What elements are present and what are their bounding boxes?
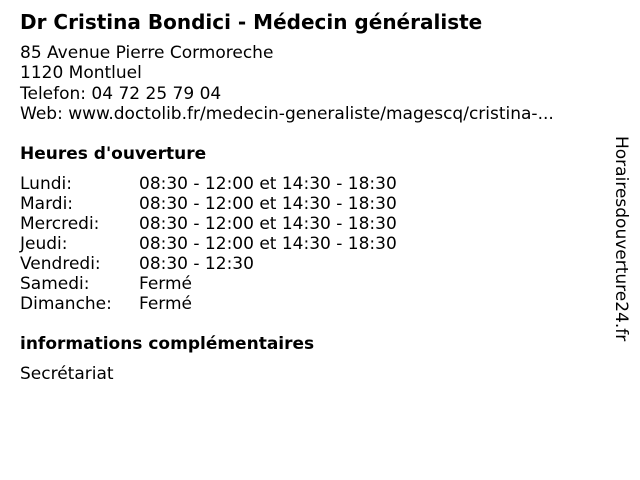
hours-value: 08:30 - 12:00 et 14:30 - 18:30	[139, 174, 397, 194]
day-label: Dimanche:	[20, 294, 112, 314]
day-label: Jeudi:	[20, 234, 68, 254]
additional-info-text: Secrétariat	[20, 364, 114, 384]
day-label: Samedi:	[20, 274, 90, 294]
hours-value: 08:30 - 12:00 et 14:30 - 18:30	[139, 194, 397, 214]
website-url: Web: www.doctolib.fr/medecin-generaliste/magescq/cristina-...	[20, 103, 554, 124]
site-watermark: Horairesdouverture24.fr	[611, 136, 631, 342]
phone-number: Telefon: 04 72 25 79 04	[20, 83, 222, 104]
opening-hours-heading: Heures d'ouverture	[20, 144, 207, 164]
hours-value: Fermé	[139, 274, 193, 294]
hours-value: 08:30 - 12:00 et 14:30 - 18:30	[139, 214, 397, 234]
address-block	[20, 43, 554, 124]
day-label: Mardi:	[20, 194, 74, 214]
day-label: Lundi:	[20, 174, 72, 194]
city-address: 1120 Montluel	[20, 63, 142, 84]
street-address: 85 Avenue Pierre Cormoreche	[20, 43, 274, 63]
day-label: Vendredi:	[20, 254, 101, 274]
day-label: Mercredi:	[20, 214, 100, 234]
additional-info-heading: informations complémentaires	[20, 334, 315, 354]
page-title: Dr Cristina Bondici - Médecin généraliste	[20, 10, 483, 34]
hours-value: 08:30 - 12:00 et 14:30 - 18:30	[139, 234, 397, 254]
hours-value: Fermé	[139, 294, 193, 314]
hours-value: 08:30 - 12:30	[139, 254, 254, 274]
